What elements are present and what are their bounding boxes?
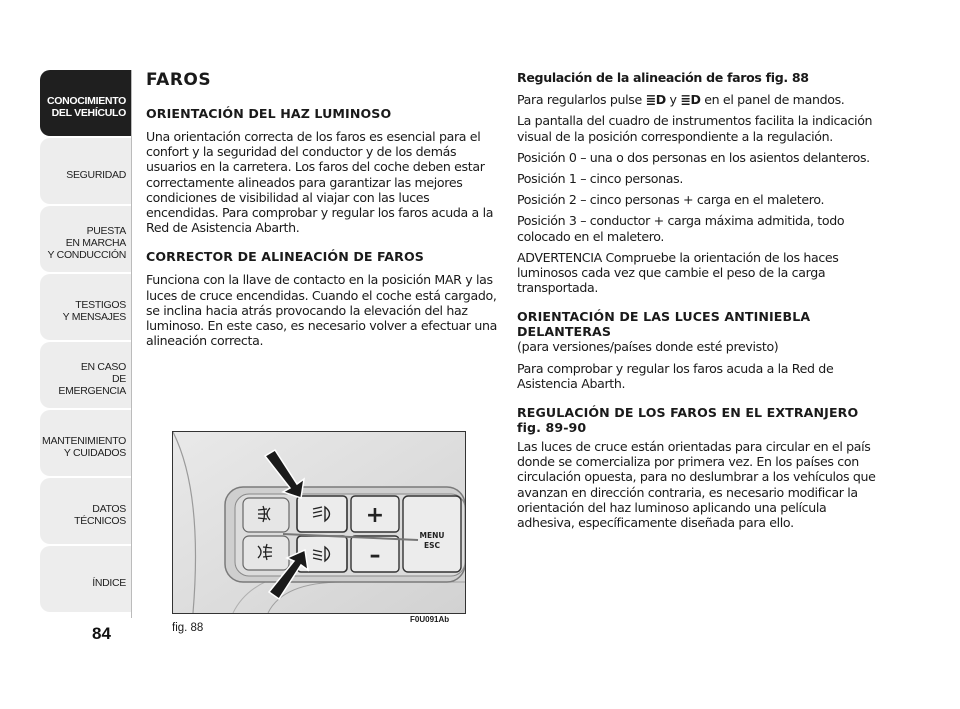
minus-label: –: [369, 543, 381, 568]
page-number: 84: [92, 624, 111, 643]
tab-label: SEGURIDAD: [66, 169, 126, 181]
note: (para versiones/países donde esté previsto): [517, 339, 779, 355]
headlight-down-icon: ≣D: [680, 92, 701, 108]
tab-label: TESTIGOS Y MENSAJES: [62, 299, 126, 323]
right-column: [517, 70, 877, 536]
figure-caption: fig. 88: [172, 622, 204, 634]
chapter-sidebar: [40, 70, 132, 614]
tab-emergencia[interactable]: [40, 342, 132, 408]
subheading: Regulación de la alineación de faros fig. 88: [517, 70, 809, 85]
left-column: [146, 70, 498, 354]
tab-label: EN CASO DE EMERGENCIA: [58, 361, 126, 397]
tab-mantenimiento[interactable]: [40, 410, 132, 476]
tab-conocimiento[interactable]: [40, 70, 132, 136]
section-heading: CORRECTOR DE ALINEACIÓN DE FAROS: [146, 249, 424, 265]
section-heading: REGULACIÓN DE LOS FAROS EN EL EXTRANJERO fig. 89-90: [517, 405, 859, 436]
esc-label: ESC: [423, 541, 441, 550]
tab-puesta-en-marcha[interactable]: [40, 206, 132, 272]
tab-seguridad[interactable]: [40, 138, 132, 204]
tab-label: CONOCIMIENTO DEL VEHÍCULO: [46, 95, 126, 119]
tab-testigos[interactable]: [40, 274, 132, 340]
tab-label: ÍNDICE: [92, 577, 126, 589]
figure-code: F0U091Ab: [410, 615, 450, 624]
position-0: Posición 0 – una o dos personas en los asientos delanteros.: [517, 149, 870, 165]
paragraph: Una orientación correcta de los faros es esencial para el confort y la seguridad del conductor y de los demás usuarios en la carretera. Los faros del coche deben estar correctamente alineados para garantizar las mejores condiciones de visibilidad al viajar con las luces encendidas. Para comprobar y regular los faros acuda a la Red de Asistencia Abarth.: [146, 129, 494, 236]
paragraph: La pantalla del cuadro de instrumentos facilita la indicación visual de la posición correspondiente a la regulación.: [517, 113, 873, 144]
figure-88: [172, 431, 466, 614]
tab-label: PUESTA EN MARCHA Y CONDUCCIÓN: [47, 225, 126, 261]
page-title: FAROS: [146, 70, 212, 90]
tab-indice[interactable]: [40, 546, 132, 612]
section-heading: ORIENTACIÓN DEL HAZ LUMINOSO: [146, 106, 392, 121]
plus-label: +: [365, 503, 385, 528]
position-3: Posición 3 – conductor + carga máxima admitida, todo colocado en el maletero.: [517, 213, 845, 244]
headlight-control-panel-illustration: [173, 432, 465, 613]
position-1: Posición 1 – cinco personas.: [517, 171, 684, 187]
paragraph: Las luces de cruce están orientadas para circular en el país donde se comercializa por primera vez. En los países con circulación opuesta, para no deslumbrar a los vehículos que avanzan en dirección contraria, es necesario modificar la orientación del haz luminoso aplicando una película adhesiva, específicamente diseñada para ello.: [517, 439, 876, 531]
sidebar-divider: [131, 70, 132, 618]
warning: ADVERTENCIA Compruebe la orientación de los haces luminosos cada vez que cambie el peso de la carga transportada.: [517, 249, 839, 296]
section-heading: ORIENTACIÓN DE LAS LUCES ANTINIEBLA DELANTERAS: [517, 309, 811, 340]
tab-datos-tecnicos[interactable]: [40, 478, 132, 544]
tab-label: DATOS TÉCNICOS: [74, 503, 126, 527]
menu-label: MENU: [419, 531, 445, 540]
tab-label: MANTENIMIENTO Y CUIDADOS: [42, 435, 126, 459]
paragraph: Para comprobar y regular los faros acuda a la Red de Asistencia Abarth.: [517, 360, 834, 391]
position-2: Posición 2 – cinco personas + carga en el maletero.: [517, 192, 825, 208]
paragraph: Para regularlos pulse ≣D y ≣D en el panel de mandos.: [517, 92, 845, 108]
paragraph: Funciona con la llave de contacto en la posición MAR y las luces de cruce encendidas. Cuando el coche está cargado, se inclina hacia atrás provocando la elevación del haz luminoso. En este caso, es necesario volver a efectuar una alineación correcta.: [146, 272, 498, 349]
headlight-up-icon: ≣D: [645, 92, 666, 108]
